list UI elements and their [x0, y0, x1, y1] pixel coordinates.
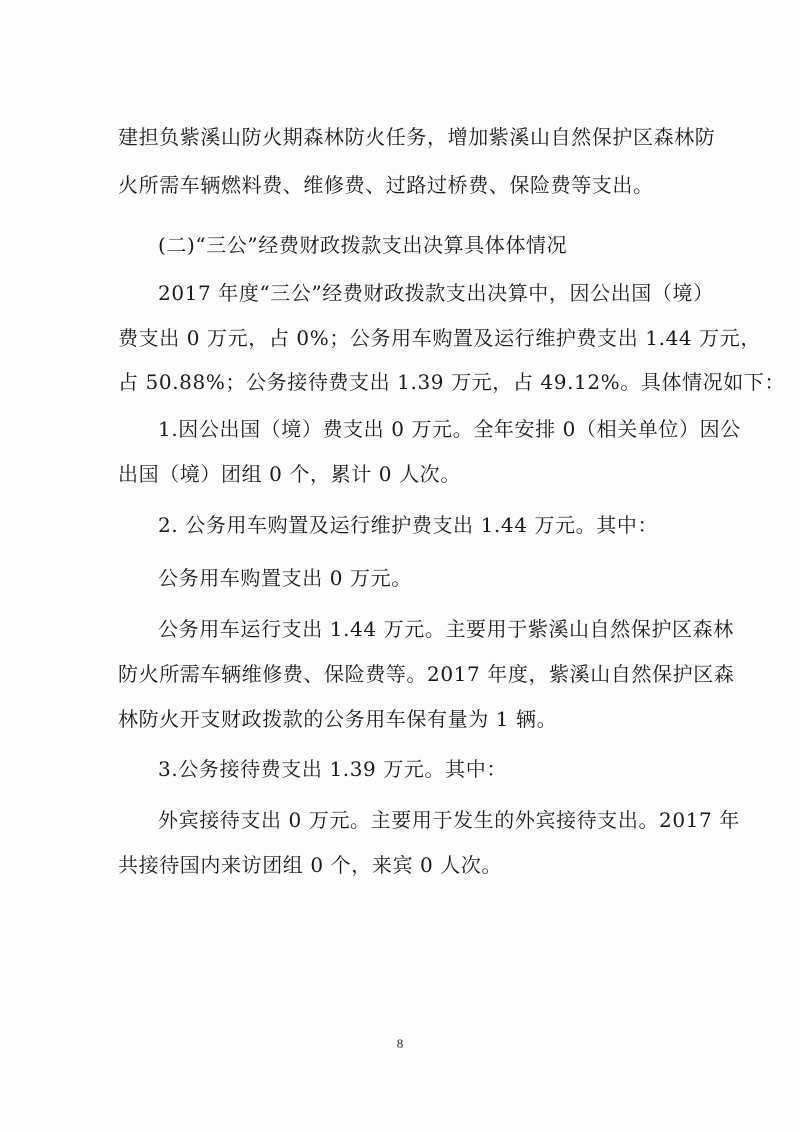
- paragraph-line: 建担负紫溪山防火期森林防火任务，增加紫溪山自然保护区森林防: [118, 125, 716, 149]
- paragraph-line: 占 50.88%；公务接待费支出 1.39 万元，占 49.12%。具体情况如下：: [118, 370, 786, 394]
- paragraph-line: 2017 年度“三公”经费财政拨款支出决算中，因公出国（境）: [158, 281, 714, 305]
- paragraph-line: 防火所需车辆维修费、保险费等。2017 年度，紫溪山自然保护区森: [118, 662, 735, 686]
- paragraph-line: 1.因公出国（境）费支出 0 万元。全年安排 0（相关单位）因公: [158, 417, 741, 441]
- paragraph-line: 共接待国内来访团组 0 个，来宾 0 人次。: [118, 853, 503, 877]
- paragraph-line: 公务用车运行支出 1.44 万元。主要用于紫溪山自然保护区森林: [158, 617, 734, 641]
- paragraph-line: 林防火开支财政拨款的公务用车保有量为 1 辆。: [118, 707, 558, 731]
- paragraph-line: 2. 公务用车购置及运行维护费支出 1.44 万元。其中：: [158, 513, 659, 537]
- paragraph-line: 火所需车辆燃料费、维修费、过路过桥费、保险费等支出。: [118, 173, 654, 197]
- paragraph-line: 外宾接待支出 0 万元。主要用于发生的外宾接待支出。2017 年: [158, 808, 740, 832]
- paragraph-line: 3.公务接待费支出 1.39 万元。其中：: [158, 757, 507, 781]
- paragraph-line: 出国（境）团组 0 个，累计 0 人次。: [118, 462, 461, 486]
- paragraph-line: 费支出 0 万元，占 0%；公务用车购置及运行维护费支出 1.44 万元，: [118, 326, 761, 350]
- paragraph-line: 公务用车购置支出 0 万元。: [158, 566, 412, 590]
- section-heading: (二)“三公”经费财政拨款支出决算具体体情况: [158, 233, 568, 257]
- page-number: 8: [396, 1036, 404, 1051]
